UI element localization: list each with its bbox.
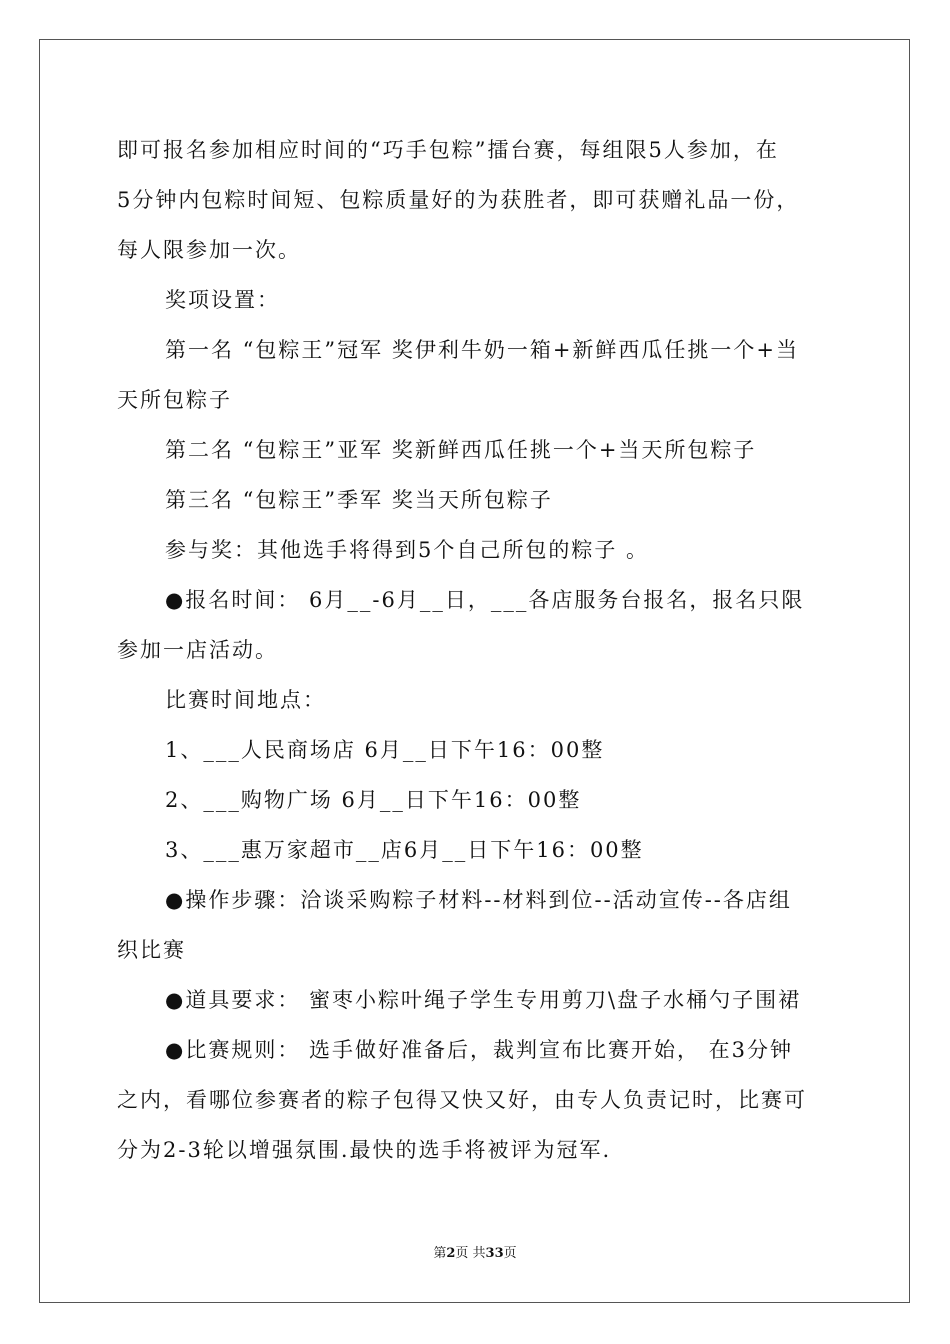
text-line: 每人限参加一次。 [117,238,301,262]
text-line: 3、___惠万家超市__店6月__日下午16：00整 [165,838,644,862]
text-line: 5分钟内包粽时间短、包粽质量好的为获胜者，即可获赠礼品一份， [117,188,800,212]
footer-suffix: 页 [503,1246,517,1261]
text-line: ●道具要求： 蜜枣小粽叶绳子学生专用剪刀\盘子水桶勺子围裙 [165,988,802,1012]
footer-prefix: 第 [433,1246,447,1261]
text-line: ●比赛规则： 选手做好准备后，裁判宣布比赛开始， 在3分钟 [165,1038,794,1062]
text-line: 参加一店活动。 [117,638,278,662]
current-page-number: 2 [446,1246,456,1261]
text-line: 分为2-3轮以增强氛围.最快的选手将被评为冠军. [117,1138,612,1162]
text-line: 织比赛 [117,938,186,962]
text-line: 奖项设置： [165,288,280,312]
text-line: ●报名时间： 6月__-6月__日，___各店服务台报名，报名只限 [165,588,805,612]
text-line: 第三名 “包粽王”季军 奖当天所包粽子 [165,488,553,512]
text-line: 2、___购物广场 6月__日下午16：00整 [165,788,582,812]
text-line: 比赛时间地点： [165,688,326,712]
text-line: 1、___人民商场店 6月__日下午16：00整 [165,738,605,762]
text-line: 第二名 “包粽王”亚军 奖新鲜西瓜任挑一个+当天所包粽子 [165,438,757,462]
text-line: 天所包粽子 [117,388,232,412]
text-line: 参与奖：其他选手将得到5个自己所包的粽子 。 [165,538,650,562]
page-footer [0,1244,950,1264]
total-page-number: 33 [485,1246,504,1261]
text-line: 即可报名参加相应时间的“巧手包粽”擂台赛，每组限5人参加，在 [117,138,779,162]
text-line: 第一名 “包粽王”冠军 奖伊利牛奶一箱+新鲜西瓜任挑一个+当 [165,338,800,362]
footer-mid: 页 共 [455,1246,486,1261]
text-line: 之内，看哪位参赛者的粽子包得又快又好，由专人负责记时，比赛可 [117,1088,807,1112]
text-line: ●操作步骤：洽谈采购粽子材料--材料到位--活动宣传--各店组 [165,888,792,912]
document-body [117,125,833,1175]
